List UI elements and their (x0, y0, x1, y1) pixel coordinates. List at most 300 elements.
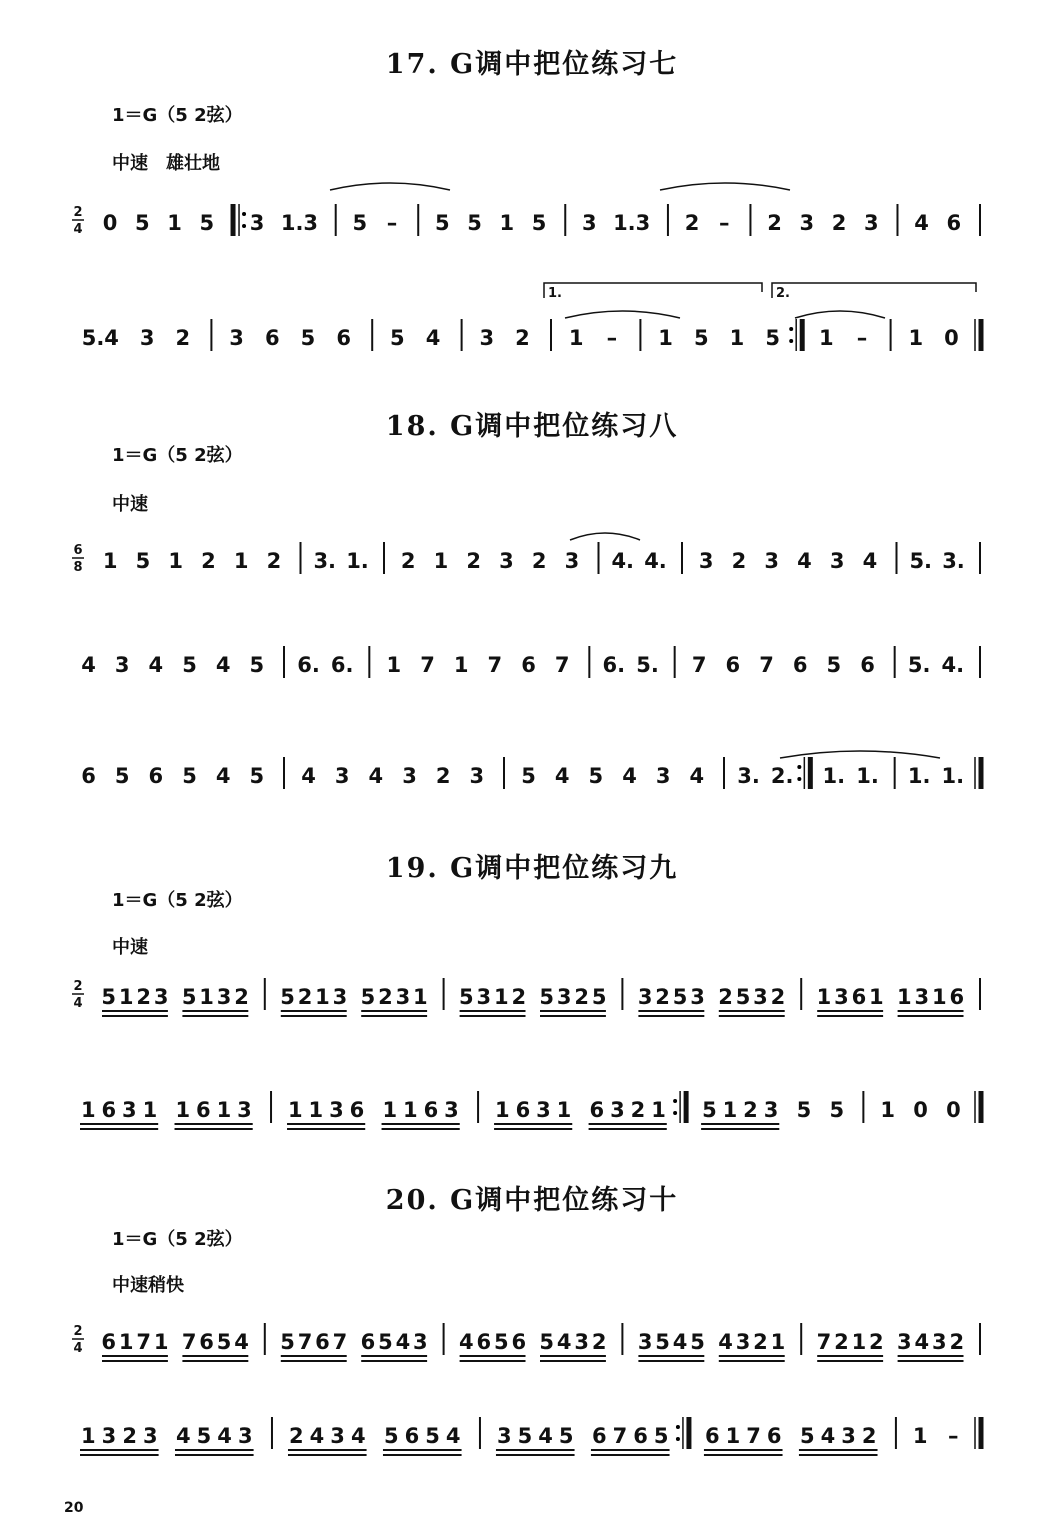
note: 3 (637, 1330, 653, 1354)
note: 2 (400, 549, 416, 573)
slur (570, 533, 640, 540)
note: 6 (423, 1098, 439, 1122)
note: – (948, 1424, 959, 1448)
note: 4 (301, 764, 316, 788)
note: 1 (851, 1330, 867, 1354)
note: 1 (453, 653, 469, 677)
note: 5. (907, 653, 931, 677)
note: 1 (722, 1098, 738, 1122)
note: 6 (349, 1098, 365, 1122)
key-signature: 1＝G（5 2弦） (112, 445, 243, 466)
note: 2 (175, 326, 191, 350)
note: 1 (80, 1098, 96, 1122)
note: 1 (908, 326, 924, 350)
note: 2 (718, 985, 733, 1009)
note: 3 (564, 549, 580, 573)
note: 7 (816, 1330, 832, 1354)
note: 2 (136, 985, 152, 1009)
note: 6 (148, 764, 164, 788)
note: 2 (591, 1330, 607, 1354)
note: 3 (763, 1098, 779, 1122)
note: 4 (797, 549, 812, 573)
note: 3 (332, 985, 348, 1009)
note: 3 (698, 549, 714, 573)
note: 6 (315, 1330, 330, 1354)
note: 0 (946, 1098, 961, 1122)
note: 3 (334, 764, 350, 788)
note: 2 (466, 549, 482, 573)
repeat-dot (676, 1437, 680, 1441)
note: 6 (196, 1098, 211, 1122)
note: 2 (435, 764, 451, 788)
note: 7 (612, 1424, 628, 1448)
note: 1 (81, 1424, 96, 1448)
note: 1. (856, 764, 879, 788)
note: 3 (914, 985, 930, 1009)
note: 7 (297, 1330, 313, 1354)
note: 5 (588, 764, 604, 788)
note: 1 (153, 1330, 169, 1354)
note: 2 (288, 1424, 304, 1448)
note: 7 (691, 653, 707, 677)
note: 5 (182, 653, 197, 677)
note: – (606, 326, 618, 350)
note: 7 (487, 653, 503, 677)
note: 1. (941, 764, 965, 788)
note: 5 (196, 1424, 212, 1448)
note: 6 (792, 653, 808, 677)
note: 3 (395, 985, 411, 1009)
note: 3 (753, 985, 768, 1009)
note: 5 (300, 326, 316, 350)
volta-label: 1. (548, 286, 562, 301)
note: 5 (653, 1424, 669, 1448)
note: 5 (114, 764, 130, 788)
note: 5 (655, 1330, 670, 1354)
note: 4 (914, 211, 929, 235)
note: 1 (216, 1098, 232, 1122)
note: 4 (556, 1330, 572, 1354)
note: 2 (531, 549, 547, 573)
note: 6 (264, 326, 280, 350)
note: 4 (445, 1424, 461, 1448)
note: 6 (511, 1330, 527, 1354)
note: 4 (862, 549, 878, 573)
note: 3 (829, 549, 845, 573)
volta-bracket (772, 283, 976, 298)
note: 3 (122, 1098, 137, 1122)
note: 1 (931, 985, 947, 1009)
tempo-marking: 中速稍快 (112, 1275, 184, 1296)
note: 4 (689, 764, 705, 788)
note: 2 (266, 549, 282, 573)
note: 4 (622, 764, 637, 788)
note: 5.4 (81, 326, 119, 350)
note: 3 (402, 764, 417, 788)
note: 3 (556, 985, 572, 1009)
note: 6 (515, 1098, 531, 1122)
note: 3 (637, 985, 653, 1009)
note: 5 (459, 985, 474, 1009)
note: 6. (297, 653, 320, 677)
repeat-dot (673, 1099, 677, 1103)
note: 5 (521, 764, 536, 788)
slur (660, 183, 790, 190)
note: 3 (863, 211, 879, 235)
note: 7 (759, 653, 774, 677)
note: 4 (672, 1330, 688, 1354)
note: 0 (102, 211, 118, 235)
note: 5 (558, 1424, 574, 1448)
note: 1. (907, 764, 931, 788)
note: 5 (467, 211, 482, 235)
note: 5 (383, 1424, 399, 1448)
note: 2 (122, 1424, 137, 1448)
note: 3. (942, 549, 965, 573)
note: 1 (493, 985, 509, 1009)
note: 0 (913, 1098, 928, 1122)
note: 1 (819, 326, 834, 350)
note: 1 (651, 1098, 666, 1122)
note: 1 (413, 985, 428, 1009)
note: 1 (869, 985, 884, 1009)
note: 5 (591, 985, 607, 1009)
note: 3 (931, 1330, 947, 1354)
note: 3 (237, 1424, 253, 1448)
note: 6 (633, 1424, 648, 1448)
note: 5 (735, 985, 751, 1009)
slur (780, 751, 940, 758)
note: 2 (770, 985, 786, 1009)
note: 3 (114, 653, 130, 677)
note: 4 (309, 1424, 325, 1448)
time-signature-top: 2 (73, 205, 83, 220)
note: 1 (499, 211, 515, 235)
note: 5 (181, 985, 197, 1009)
note: 1 (118, 985, 134, 1009)
note: 4 (395, 1330, 411, 1354)
slur (795, 311, 885, 318)
note: 5 (799, 1424, 815, 1448)
note: 6. (602, 653, 626, 677)
note: 2 (869, 1330, 884, 1354)
note: 6 (949, 985, 965, 1009)
note: 5 (360, 985, 376, 1009)
note: 1. (346, 549, 369, 573)
note: 2 (861, 1424, 877, 1448)
note: 4. (644, 549, 667, 573)
note: 1 (382, 1098, 398, 1122)
note: 6 (704, 1424, 720, 1448)
note: 1 (880, 1098, 895, 1122)
note: 3 (153, 985, 169, 1009)
note: 1 (770, 1330, 786, 1354)
note: 2 (731, 549, 747, 573)
note: – (856, 326, 868, 350)
note: 1 (433, 549, 449, 573)
note: 5 (702, 1098, 717, 1122)
note: 3 (237, 1098, 252, 1122)
tempo-marking: 中速 雄壮地 (112, 153, 220, 174)
note: 7 (181, 1330, 197, 1354)
note: 1 (102, 549, 118, 573)
note: 3 (536, 1098, 551, 1122)
note: 4 (215, 764, 231, 788)
tempo-marking: 中速 (112, 937, 148, 958)
note: 1 (199, 985, 214, 1009)
note: 3 (413, 1330, 428, 1354)
note: 5 (672, 985, 688, 1009)
note: 5 (517, 1424, 533, 1448)
note: 5 (539, 1330, 555, 1354)
note: 6 (946, 211, 962, 235)
note: 2 (753, 1330, 768, 1354)
note: 5 (280, 985, 295, 1009)
note: 4 (914, 1330, 930, 1354)
note: 2 (630, 1098, 646, 1122)
note: 5 (378, 1330, 393, 1354)
note: 4 (215, 653, 231, 677)
exercise-title: 19. G调中把位练习九 (385, 853, 679, 884)
note: 6 (199, 1330, 214, 1354)
note: 5 (249, 764, 265, 788)
note: 5 (693, 326, 709, 350)
time-signature-top: 2 (73, 1324, 83, 1339)
note: 5 (690, 1330, 705, 1354)
repeat-dot (242, 212, 246, 216)
slur (565, 311, 680, 318)
note: 5 (493, 1330, 509, 1354)
note: 4 (234, 1330, 249, 1354)
note: 3 (574, 1330, 590, 1354)
note: 4 (820, 1424, 836, 1448)
note: 3 (142, 1424, 158, 1448)
repeat-dot (673, 1111, 677, 1115)
note: 5 (390, 326, 405, 350)
note: 5 (135, 211, 150, 235)
note: 3 (496, 1424, 512, 1448)
note: 1 (142, 1098, 158, 1122)
note: 7 (332, 1330, 348, 1354)
note: 3. (737, 764, 760, 788)
note: 5 (796, 1098, 812, 1122)
note: 1 (729, 326, 745, 350)
note: 3 (216, 985, 232, 1009)
note: 6 (81, 764, 96, 788)
note: 4 (176, 1424, 191, 1448)
note: 4 (538, 1424, 553, 1448)
note: 5. (636, 653, 659, 677)
note: 4. (941, 653, 965, 677)
note: 3 (444, 1098, 459, 1122)
exercise-title: 18. G调中把位练习八 (385, 411, 679, 442)
note: 2 (234, 985, 249, 1009)
time-signature-bottom: 4 (73, 996, 83, 1011)
note: 5 (829, 1098, 845, 1122)
note: 3 (499, 549, 514, 573)
note: 5 (352, 211, 368, 235)
note: 3. (313, 549, 337, 573)
note: 5 (434, 211, 450, 235)
time-signature-top: 2 (73, 979, 83, 994)
note: 6. (330, 653, 354, 677)
note: 7 (554, 653, 570, 677)
note: 3 (139, 326, 155, 350)
note: 5 (280, 1330, 295, 1354)
note: 2 (378, 985, 393, 1009)
note: 2 (511, 985, 527, 1009)
note: 1 (175, 1098, 191, 1122)
note: 3 (735, 1330, 751, 1354)
note: 1 (118, 1330, 134, 1354)
note: 3 (329, 1098, 344, 1122)
note: 4 (81, 653, 96, 677)
note: 5 (182, 764, 197, 788)
repeat-dot (789, 339, 793, 343)
time-signature-bottom: 4 (73, 222, 83, 237)
repeat-dot (789, 327, 793, 331)
note: 7 (420, 653, 435, 677)
time-signature-top: 6 (73, 543, 83, 558)
note: 2 (743, 1098, 758, 1122)
note: 2 (574, 985, 590, 1009)
slur (330, 183, 450, 190)
note: 1 (403, 1098, 418, 1122)
note: 4 (350, 1424, 366, 1448)
note: 3 (610, 1098, 625, 1122)
note: 1 (556, 1098, 572, 1122)
note: 1 (658, 326, 673, 350)
note: 3 (841, 1424, 856, 1448)
time-signature-bottom: 8 (73, 560, 83, 575)
note: 6 (860, 653, 875, 677)
note: 1.3 (613, 211, 651, 235)
note: 2 (767, 211, 782, 235)
volta-label: 2. (776, 286, 790, 301)
note: 6 (521, 653, 536, 677)
note: 1 (308, 1098, 324, 1122)
page-number: 20 (64, 1500, 84, 1516)
note: 5 (216, 1330, 232, 1354)
note: 4 (718, 1330, 733, 1354)
note: 4 (425, 326, 441, 350)
note: 3 (690, 985, 705, 1009)
exercise-title: 17. G调中把位练习七 (385, 49, 679, 80)
note: 1 (568, 326, 584, 350)
note: 5 (199, 211, 215, 235)
note: 5 (531, 211, 547, 235)
note: 6 (476, 1330, 492, 1354)
note: 2 (297, 985, 313, 1009)
note: 2 (684, 211, 700, 235)
note: 3 (479, 326, 495, 350)
note: 1 (912, 1424, 928, 1448)
note: 6 (725, 653, 741, 677)
note: 5. (909, 549, 933, 573)
note: 2 (515, 326, 530, 350)
repeat-dot (676, 1425, 680, 1429)
note: 3 (764, 549, 780, 573)
note: 1 (168, 549, 184, 573)
note: 4 (459, 1330, 474, 1354)
key-signature: 1＝G（5 2弦） (112, 890, 243, 911)
note: 2 (655, 985, 670, 1009)
note: 3 (799, 211, 815, 235)
note: 3 (330, 1424, 345, 1448)
note: 4. (611, 549, 635, 573)
note: 3 (101, 1424, 117, 1448)
note: 3 (249, 211, 265, 235)
note: 5 (135, 549, 151, 573)
note: 1 (816, 985, 832, 1009)
note: – (386, 211, 398, 235)
time-signature-bottom: 4 (73, 1341, 83, 1356)
repeat-dot (797, 765, 801, 769)
note: 1.3 (280, 211, 319, 235)
note: 4 (554, 764, 570, 788)
note: 3 (229, 326, 244, 350)
note: 6 (766, 1424, 782, 1448)
note: 2 (831, 211, 847, 235)
tempo-marking: 中速 (112, 494, 148, 515)
note: 5 (765, 326, 780, 350)
note: 6 (589, 1098, 605, 1122)
note: 3 (834, 985, 849, 1009)
volta-bracket (544, 283, 762, 298)
note: 5 (101, 985, 117, 1009)
key-signature: 1＝G（5 2弦） (112, 1229, 243, 1250)
note: 4 (217, 1424, 232, 1448)
note: – (719, 211, 730, 235)
note: 1 (386, 653, 402, 677)
note: 3 (582, 211, 597, 235)
note: 7 (136, 1330, 152, 1354)
note: 1 (233, 549, 249, 573)
note: 3 (655, 764, 671, 788)
note: 1 (287, 1098, 303, 1122)
note: 2 (949, 1330, 965, 1354)
note: 6 (336, 326, 351, 350)
note: 5 (249, 653, 265, 677)
note: 5 (826, 653, 842, 677)
exercise-title: 20. G调中把位练习十 (385, 1185, 679, 1216)
note: 3 (476, 985, 492, 1009)
note: 7 (746, 1424, 761, 1448)
note: 2 (834, 1330, 849, 1354)
note: 1 (315, 985, 330, 1009)
note: 1. (822, 764, 846, 788)
repeat-dot (797, 777, 801, 781)
note: 1 (725, 1424, 741, 1448)
note: 1 (167, 211, 182, 235)
note: 1 (495, 1098, 510, 1122)
note: 6 (404, 1424, 420, 1448)
note: 3 (897, 1330, 912, 1354)
note: 4 (148, 653, 164, 677)
note: 3 (469, 764, 485, 788)
repeat-dot (242, 224, 246, 228)
note: 6 (851, 985, 867, 1009)
note: 1 (897, 985, 912, 1009)
note: 5 (539, 985, 555, 1009)
note: 5 (425, 1424, 440, 1448)
note: 6 (591, 1424, 607, 1448)
note: 6 (360, 1330, 376, 1354)
note: 6 (101, 1330, 117, 1354)
note: 2 (201, 549, 216, 573)
key-signature: 1＝G（5 2弦） (112, 105, 243, 126)
note: 6 (101, 1098, 117, 1122)
